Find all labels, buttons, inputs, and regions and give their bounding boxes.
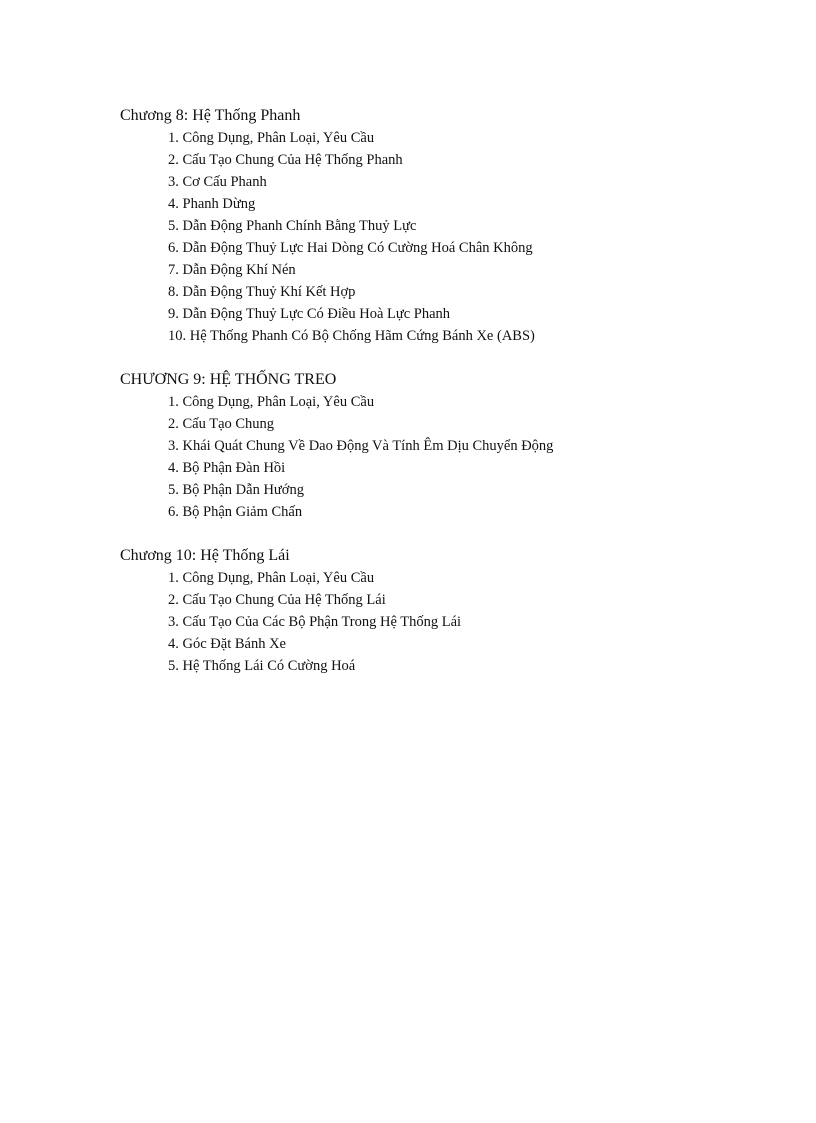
chapter-title: Chương 10: Hệ Thống Lái [120,547,290,564]
section-item: 3. Khái Quát Chung Về Dao Động Và Tính Êm Dịu Chuyển Động [168,438,554,454]
chapter-8 [120,105,760,347]
table-of-contents [120,105,760,699]
section-item: 10. Hệ Thống Phanh Có Bộ Chống Hãm Cứng Bánh Xe (ABS) [168,328,535,344]
section-item: 2. Cấu Tạo Chung Của Hệ Thống Phanh [168,152,403,168]
chapter-9 [120,369,760,523]
section-item: 7. Dẫn Động Khí Nén [168,262,296,278]
section-item: 3. Cấu Tạo Của Các Bộ Phận Trong Hệ Thống Lái [168,614,462,630]
section-item: 2. Cấu Tạo Chung [168,416,275,432]
section-item: 4. Phanh Dừng [168,196,256,212]
section-item: 1. Công Dụng, Phân Loại, Yêu Cầu [168,394,375,410]
section-item: 5. Dẫn Động Phanh Chính Bằng Thuỷ Lực [168,218,417,234]
section-item: 1. Công Dụng, Phân Loại, Yêu Cầu [168,130,375,146]
section-list [120,567,760,677]
chapter-title: Chương 8: Hệ Thống Phanh [120,107,301,124]
section-item: 1. Công Dụng, Phân Loại, Yêu Cầu [168,570,375,586]
section-item: 5. Bộ Phận Dẫn Hướng [168,482,304,498]
chapter-10 [120,545,760,677]
section-item: 6. Dẫn Động Thuỷ Lực Hai Dòng Có Cường Hoá Chân Không [168,240,533,256]
section-item: 4. Góc Đặt Bánh Xe [168,636,286,652]
chapter-title: CHƯƠNG 9: HỆ THỐNG TREO [120,371,337,388]
section-item: 2. Cấu Tạo Chung Của Hệ Thống Lái [168,592,386,608]
section-list [120,391,760,523]
section-list [120,127,760,347]
section-item: 9. Dẫn Động Thuỷ Lực Có Điều Hoà Lực Phanh [168,306,451,322]
section-item: 5. Hệ Thống Lái Có Cường Hoá [168,658,356,674]
section-item: 8. Dẫn Động Thuỷ Khí Kết Hợp [168,284,356,300]
section-item: 6. Bộ Phận Giảm Chấn [168,504,303,520]
section-item: 4. Bộ Phận Đàn Hồi [168,460,286,476]
section-item: 3. Cơ Cấu Phanh [168,174,267,190]
